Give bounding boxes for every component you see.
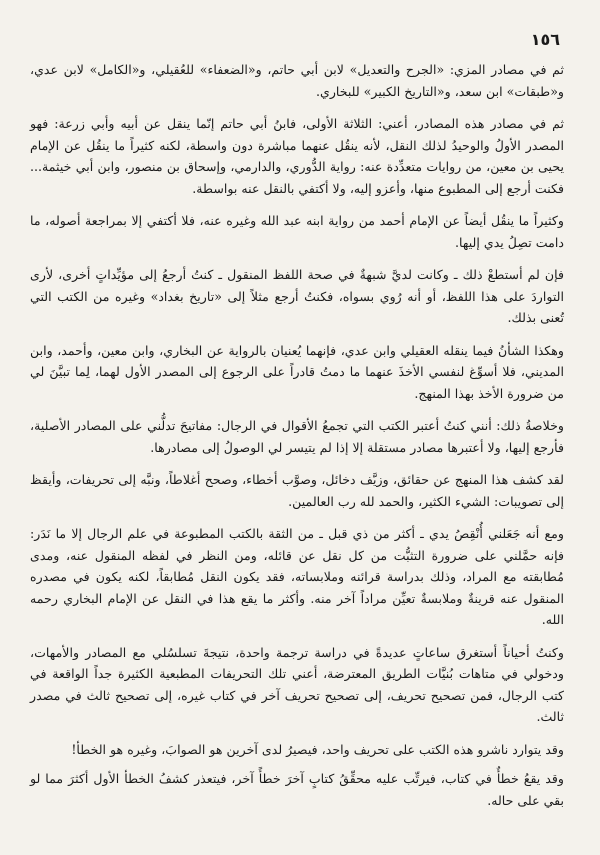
- paragraph-9: وكنتُ أحياناً أستغرق ساعاتٍ عديدةً في دراسة ترجمة واحدة، نتيجةَ تسلسُلي مع المصادر والأمهات، ودخولي في متاهات بُنيَّات الطريق المعترضة، أعني تلك التحريفات المطبعية الكثيرة جداً الواقعة في كتب الرجال، فمن تصحيح تحريف، إلى تصحيح تحريف آخر في كتاب غيره، إلى تصحيح ثالث في مصدر ثالث.: [30, 644, 564, 724]
- paragraph-2: ثم في مصادر هذه المصادر، أعني: الثلاثة الأولى، فابنُ أبي حاتم إنّما ينقل عن أبيه وأبي زرعة: فهو المصدر الأولُ والوحيدُ لذلك النقل، لأنه ينقُل عنهما مباشرة دون واسطة، لكنه كثيراً ما ينقُل عن الإمام يحيى بن معين، من روايات متعدِّدة عنه: رواية الدُّوري، والدارمي، وإسحاق بن منصور، وابن أبي خيثمة... فكنت أرجع إلى المطبوع منها، وأعزو إليه، ولا أكتفي بالنقل عنه بواسطة.: [30, 116, 564, 196]
- paragraph-5: وهكذا الشأنُ فيما ينقله العقيلي وابن عدي، فإنهما يُعنيان بالرواية عن البخاري، وابن معين، وأحمد، وابن المديني، فلا أسوِّغ لنفسي الأخذَ عنهما ما دمتُ قادراً على الرجوع إلى المصدر الأول لهما، لِما تبيَّنَ لي من ضرورة الأخذ بهذا المنهج.: [30, 342, 564, 401]
- paragraph-11: وقد يقعُ خطأٌ في كتاب، فيرتِّب عليه محقِّقُ كتابٍ آخرَ خطأً آخر، فيتعذر كشفُ الخطأ الأول أكثرَ مما لو بقي على حاله.: [30, 771, 564, 808]
- paragraph-8: ومع أنه جَعَلني أُنْقِصُ يدي ـ أكثر من ذي قبل ـ من الثقة بالكتب المطبوعة في علم الرجال إلا ما نَدَر: فإنه حمَّلني على ضرورة التثبُّت من كل نقل عن قائله، ومن النظر في لفظه المنقول عنه، ومدى مُطابقته مع المراد، وذلك بدراسة قرائنه وملابساته، فقد يكون النقل مُطابقاً، لكنه يكون في مصدره المنقول عنه قرينةٌ وملابسةٌ تعيِّن مراداً آخر منه. وأكثر ما يقع هذا في النقل عن الإمام البخاري رحمه الله.: [30, 526, 564, 627]
- paragraph-3: وكثيراً ما ينقُل أيضاً عن الإمام أحمد من رواية ابنه عبد الله وغيره عنه، فلا أكتفي إلا بمراجعة أصوله، ما دامت تصِلُ يدي إليها.: [30, 213, 564, 250]
- page-number: ١٥٦: [530, 30, 560, 49]
- paragraph-7: لقد كشف هذا المنهج عن حقائق، وزيَّف دخائل، وصوَّب أخطاء، وصحح أغلاطاً، ونبَّه إلى تحريفات، وأيقظ إلى تصويبات: الشيء الكثير، والحمد لله رب العالمين.: [30, 472, 564, 509]
- paragraph-6: وخلاصةُ ذلك: أنني كنتُ أعتبر الكتب التي تجمعُ الأقوال في الرجال: مفاتيحَ تدلُّني على المصادر الأصلية، فأرجع إليها، ولا أعتبرها مصادر مستقلة إلا إذا لم يتيسر لي الوصولُ إلى مصادرها.: [30, 418, 564, 455]
- paragraph-10: وقد يتوارد ناشرو هذه الكتب على تحريف واحد، فيصيرُ لدى آخرين هو الصوابَ، وغيره هو الخطأ!: [71, 741, 564, 757]
- paragraph-4: فإن لم أستطعْ ذلك ـ وكانت لديَّ شبهةٌ في صحة اللفظ المنقول ـ كنتُ أرجعُ إلى مؤيِّداتٍ أخرى، لأرى التواردَ على هذا اللفظ، أو أنه رُوي بسواه، فكنتُ أرجع مثلاً إلى «تاريخ بغداد» وغيره من الكتب التي تُعنى بذلك.: [30, 267, 564, 325]
- paragraph-1: ثم في مصادر المزي: «الجرح والتعديل» لابن أبي حاتم، و«الضعفاء» للعُقيلي، و«الكامل» لابن عدي، و«طبقات» ابن سعد، و«التاريخ الكبير» للبخاري.: [30, 62, 564, 99]
